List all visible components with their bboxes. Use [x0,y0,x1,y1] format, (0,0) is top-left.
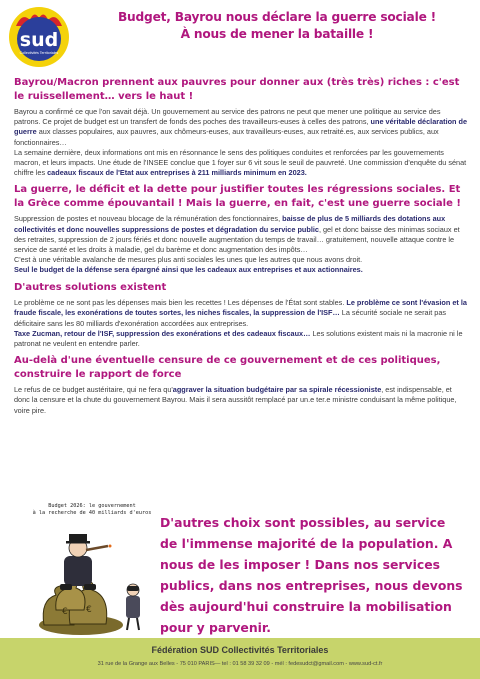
section-4-paragraph-1 [14,385,468,416]
section-1-paragraph-1 [14,107,468,148]
s4-p1-text-c: , est indispensable, et donc la censure et la chute du gouvernement Bayrou. Mais il sera aussitôt remplacé par un.e ter.e ministre conduisant la même politique, voire pire. [14,385,457,415]
section-2-heading: La guerre, le déficit et la dette pour justifier toutes les régressions sociales. Et la Grèce comme épouvantail ! Mais la guerre, en fait, c'est une guerre sociale ! [14,184,461,209]
svg-text:€: € [62,607,68,617]
s2-p1-bold: baisse de plus de 5 milliards des dotations aux collectivités et donc nouvelles suppressions de postes et dégradation du service public [14,214,446,234]
s4-p1-text-a: Le refus de ce budget austéritaire, qui ne fera qu' [14,385,173,395]
s3-p2-text-b: Les solutions existent mais ni la macronie ni le patronat ne veulent en entendre parler. [14,328,463,348]
section-3-heading: D'autres solutions existent [14,281,167,293]
s1-p1-bold: une véritable déclaration de guerre [14,117,468,137]
s4-p1-bold: aggraver la situation budgétaire par sa spirale récessioniste [172,385,382,395]
section-2-paragraph-1 [14,214,468,255]
s1-p1-text-a: Bayrou a confirmé ce que l'on savait déjà. Un gouvernement au service des patrons ne peut que mener une politique au service des patrons. Ce projet de budget est un transfert de fonds des poches des travailleurs-euses à celles des patrons, [14,107,441,127]
article-body [14,76,468,416]
footer [0,638,480,679]
footer-address: 31 rue de la Grange aux Belles - 75 010 PARIS— tel : 01 58 39 32 09 - mél : fedesudct@gmail.com - www.sud-ct.fr [97,661,383,667]
s3-p2-bold: Taxe Zucman, retour de l'ISF, suppression des exonérations et des cadeaux fiscaux… [14,328,311,338]
cartoon-illustration [26,500,156,640]
cartoon-caption-line-1: Budget 2026: le gouvernement [48,503,136,509]
section-1-paragraph-2 [14,148,468,179]
footer-title: Fédération SUD Collectivités Territoriales [151,645,329,655]
section-3-paragraph-1 [14,298,468,329]
page-title [82,9,472,43]
sud-logo [8,6,70,68]
section-2-paragraph-2: C'est à une véritable avalanche de mesures plus anti sociales les unes que les autres que nous avons droit. [14,255,363,265]
s3-p1-text-c: La sécurité sociale ne serait pas déficitaire sans les 80 milliards d'exonération accordées aux entreprises. [14,308,447,328]
logo-wordmark: sud [19,29,59,51]
s1-p2-bold: cadeaux fiscaux de l'Etat aux entreprises à 211 milliards minimum en 2023. [47,168,307,178]
cartoon-drawing-icon [26,500,156,640]
s1-p2-text-a: La semaine dernière, deux informations ont mis en résonnance le sens des politiques conduites et renforcées par les gouvernements macron, et leurs impacts. Une étude de l'INSEE conclue que 1 foyer sur 6 vit sous le seuil de pauvreté. Une commission d'enquête du sénat chiffre les [14,147,467,178]
section-1-heading: Bayrou/Macron prennent aux pauvres pour donner aux (très très) riches : c'est le ruissellement… vers le haut ! [14,77,460,102]
closing-statement: D'autres choix sont possibles, au service de l'immense majorité de la population. A nous de les imposer ! Dans nos services publics, dans nos entreprises, nous devons dès aujourd'hui construire la mobilisation pour y parvenir. [160,515,463,635]
s2-p1-text-a: Suppression de postes et nouveau blocage de la rémunération des fonctionnaires, [14,214,283,224]
s1-p1-text-c: aux classes populaires, aux pauvres, aux chômeurs-euses, aux travailleurs-euses, aux retraité.es, aux services publics, aux fonctionnaires… [14,127,439,147]
section-2-paragraph-3: Seul le budget de la défense sera épargné ainsi que les cadeaux aux entreprises et aux actionnaires. [14,265,363,275]
section-3-paragraph-2 [14,329,468,349]
s3-p1-bold: Le problème ce sont l'évasion et la fraude fiscale, les exonérations de toutes sortes, les niches fiscales, la suppression de l'ISF… [14,298,467,318]
svg-text:€: € [86,605,92,615]
s2-p1-text-c: , gel et donc baisse des minimas sociaux et des retraites, suppression de 2 jours fériés et donc nouvelle augmentation du temps de travail… gratuitement, nouvelle attaque contre le service de santé et les droits à maladie, gel du barème et donc augmentation des impôts… [14,224,460,255]
logo-subtitle: Collectivités Territoriales [19,51,59,55]
s3-p1-text-a: Le problème ce ne sont pas les dépenses mais bien les recettes ! Les dépenses de l'État sont stables. [14,298,347,308]
cartoon-caption-line-2: à la recherche de 40 milliards d'euros [32,510,152,516]
sud-logo-icon [8,6,70,68]
section-4-heading: Au-delà d'une éventuelle censure de ce gouvernement et de ces politiques, construire le rapport de force [14,355,441,380]
title-line-2: À nous de mener la bataille ! [180,27,374,41]
title-line-1: Budget, Bayrou nous déclare la guerre sociale ! [117,10,437,24]
